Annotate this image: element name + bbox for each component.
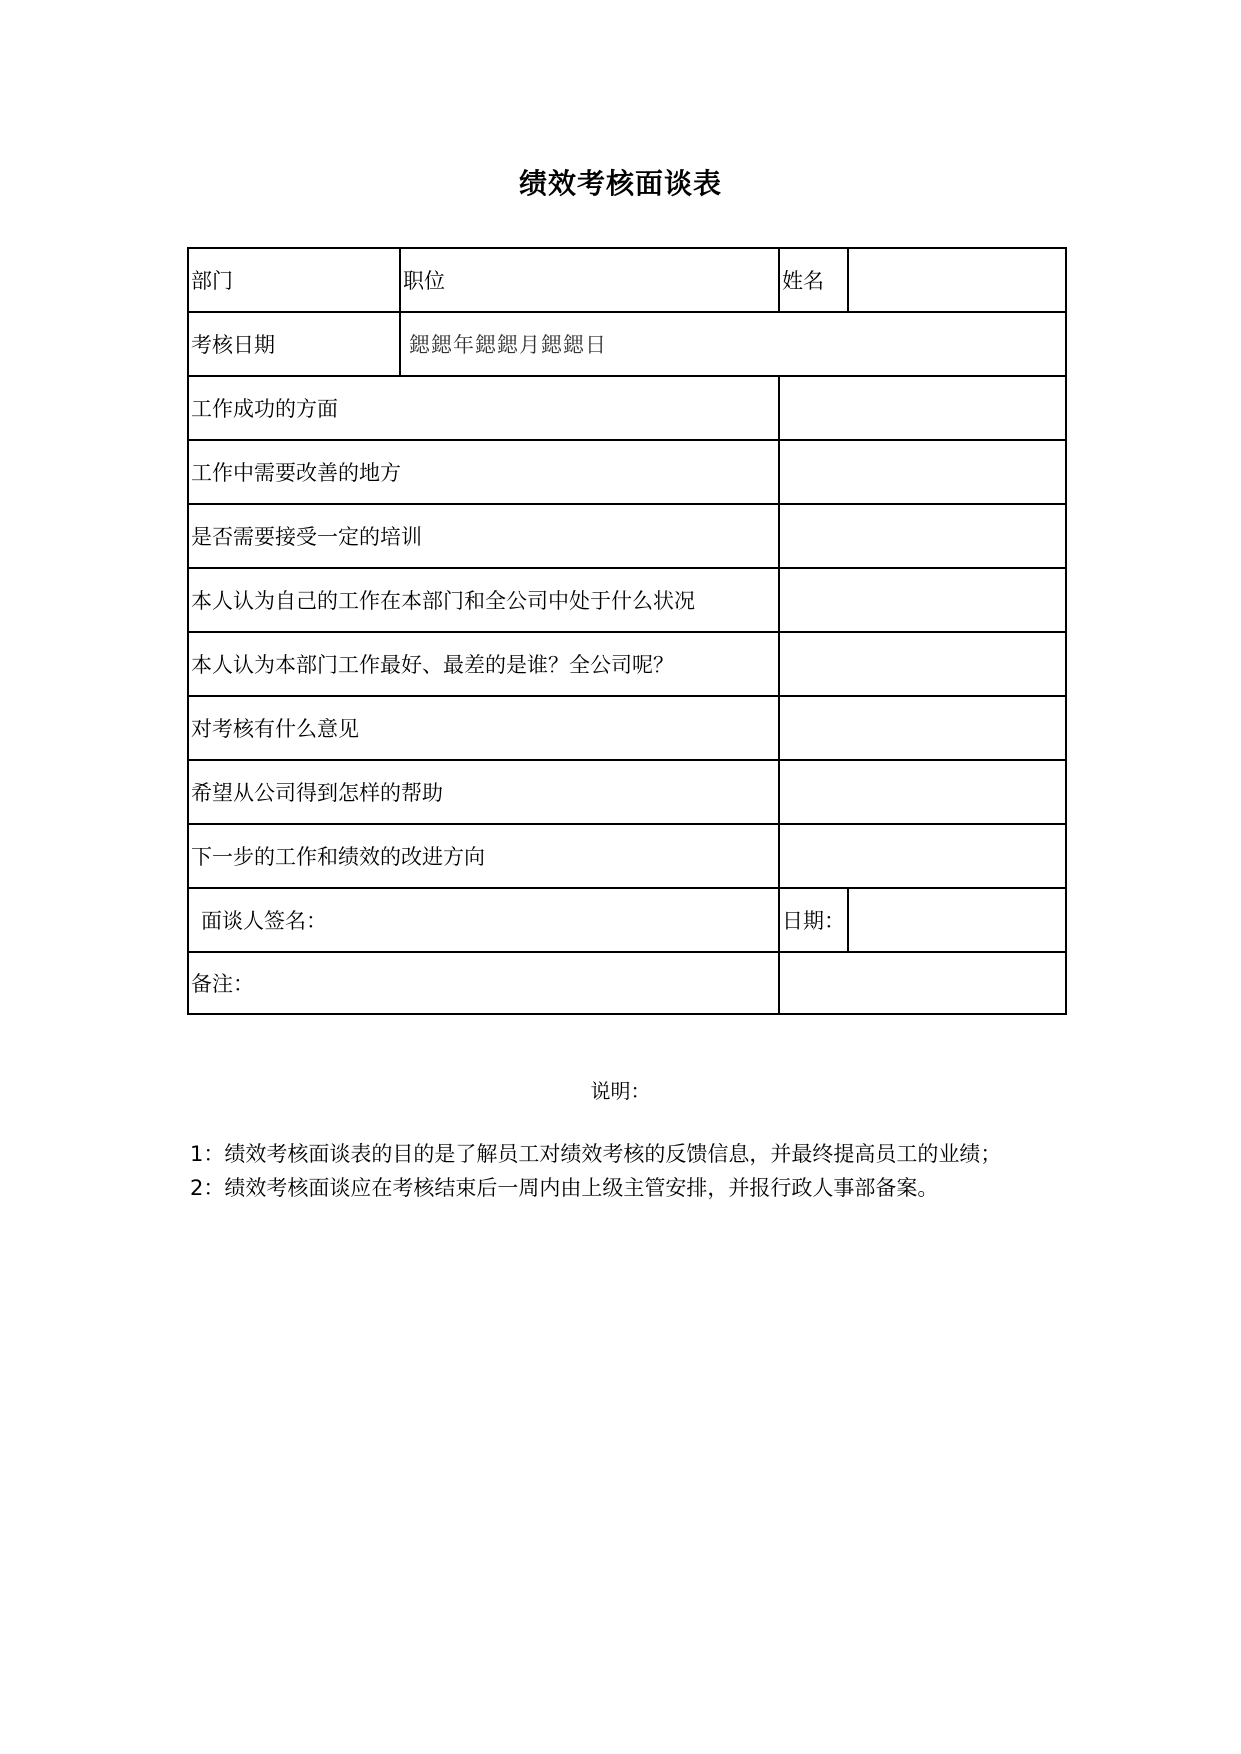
table-row — [188, 888, 1066, 952]
table-row — [188, 568, 1066, 632]
note-item: 1：绩效考核面谈表的目的是了解员工对绩效考核的反馈信息，并最终提高员工的业绩； — [190, 1142, 1002, 1166]
table-row — [188, 696, 1066, 760]
name-label: 姓名 — [779, 248, 848, 312]
date-field[interactable] — [848, 888, 1066, 952]
table-row — [188, 312, 1066, 376]
answer-field[interactable] — [779, 696, 1066, 760]
note-item: 2：绩效考核面谈应在考核结束后一周内由上级主管安排，并报行政人事部备案。 — [190, 1176, 939, 1200]
answer-field[interactable] — [779, 440, 1066, 504]
date-label: 日期： — [779, 888, 848, 952]
remarks-field[interactable] — [779, 952, 1066, 1014]
page-title: 绩效考核面谈表 — [518, 167, 722, 200]
review-date-label: 考核日期 — [188, 312, 400, 376]
answer-field[interactable] — [779, 824, 1066, 888]
table-row — [188, 248, 1066, 312]
question-label: 是否需要接受一定的培训 — [188, 504, 779, 568]
answer-field[interactable] — [779, 504, 1066, 568]
question-label: 对考核有什么意见 — [188, 696, 779, 760]
review-date-field[interactable]: 鍶鍶年鍶鍶月鍶鍶日 — [400, 312, 1066, 376]
answer-field[interactable] — [779, 568, 1066, 632]
question-label: 工作中需要改善的地方 — [188, 440, 779, 504]
table-row — [188, 952, 1066, 1014]
remarks-label[interactable]: 备注： — [188, 952, 779, 1014]
answer-field[interactable] — [779, 376, 1066, 440]
table-row — [188, 760, 1066, 824]
table-row — [188, 504, 1066, 568]
table-row — [188, 632, 1066, 696]
question-label: 本人认为自己的工作在本部门和全公司中处于什么状况 — [188, 568, 779, 632]
question-label: 本人认为本部门工作最好、最差的是谁？全公司呢？ — [188, 632, 779, 696]
notes-heading: 说明： — [590, 1079, 651, 1103]
table-row — [188, 824, 1066, 888]
name-field[interactable] — [848, 248, 1066, 312]
department-label: 部门 — [188, 248, 400, 312]
question-label: 希望从公司得到怎样的帮助 — [188, 760, 779, 824]
interviewer-signature-label[interactable]: 面谈人签名： — [188, 888, 779, 952]
position-label: 职位 — [400, 248, 779, 312]
answer-field[interactable] — [779, 760, 1066, 824]
table-row — [188, 440, 1066, 504]
question-label: 工作成功的方面 — [188, 376, 779, 440]
answer-field[interactable] — [779, 632, 1066, 696]
table-row — [188, 376, 1066, 440]
question-label: 下一步的工作和绩效的改进方向 — [188, 824, 779, 888]
interview-form-table — [187, 247, 1067, 1015]
